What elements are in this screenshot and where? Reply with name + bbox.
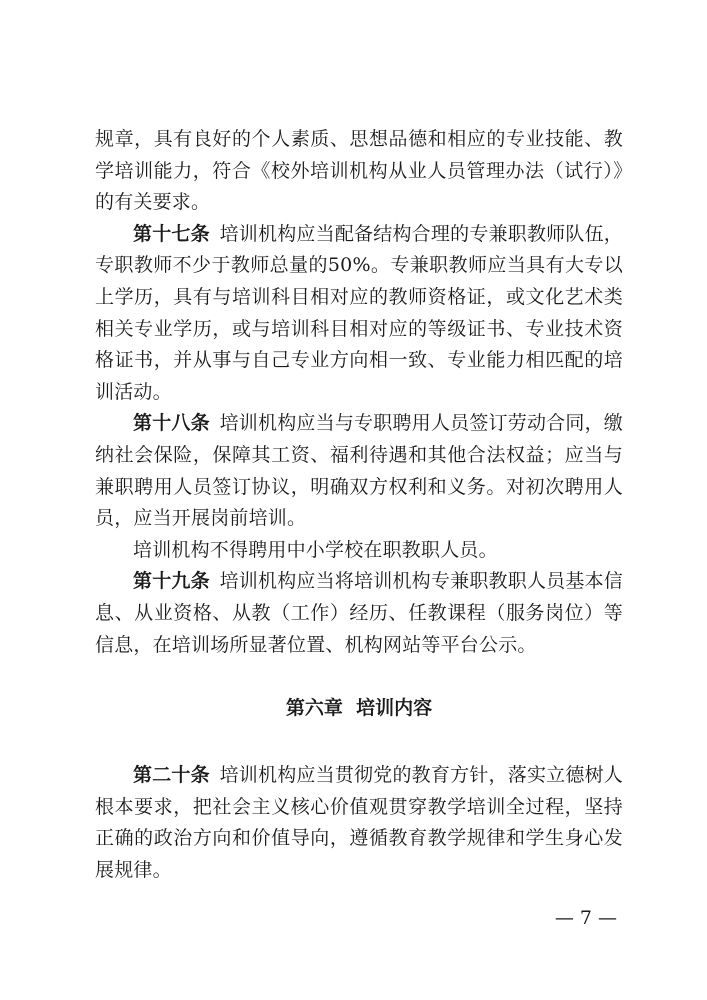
page-number: — 7 — [554,907,617,929]
article-text: 培训机构应当配备结构合理的专兼职教师队伍，专职教师不少于教师总量的50%。专兼职教师应当具有大专以上学历，具有与培训科目相对应的教师资格证，或文化艺术类相关专业学历，或与培训科目相对应的等级证书、专业技术资格证书，并从事与自己专业方向相一致、专业能力相匹配的培训活动。 [95,222,623,403]
article-text: 培训机构应当将培训机构专兼职教职人员基本信息、从业资格、从教（工作）经历、任教课程（服务岗位）等信息，在培训场所显著位置、机构网站等平台公示。 [95,570,623,656]
article-19 [95,566,623,661]
article-text: 培训机构应当贯彻党的教育方针，落实立德树人根本要求，把社会主义核心价值观贯穿教学培训全过程，坚持正确的政治方向和价值导向，遵循教育教学规律和学生身心发展规律。 [95,764,623,881]
article-label: 第十七条 [133,222,210,245]
article-label: 第二十条 [133,764,210,786]
chapter-heading: 第六章 培训内容 [285,697,433,719]
article-text: 培训机构应当与专职聘用人员签订劳动合同，缴纳社会保险，保障其工资、福利待遇和其他合法权益；应当与兼职聘用人员签订协议，明确双方权利和义务。对初次聘用人员，应当开展岗前培训。 [95,412,623,530]
paragraph-no-hire [95,535,623,567]
article-20 [95,760,623,886]
article-label: 第十九条 [133,570,210,593]
article-18 [95,408,623,534]
paragraph-text: 规章，具有良好的个人素质、思想品德和相应的专业技能、教学培训能力，符合《校外培训机构从业人员管理办法（试行）》的有关要求。 [95,128,623,214]
text-block-lower [95,760,623,886]
paragraph-text: 培训机构不得聘用中小学校在职教职人员。 [133,538,498,561]
paragraph-continuation [95,124,623,219]
text-block-upper [95,124,623,661]
article-17 [95,219,623,409]
article-label: 第十八条 [133,412,210,435]
